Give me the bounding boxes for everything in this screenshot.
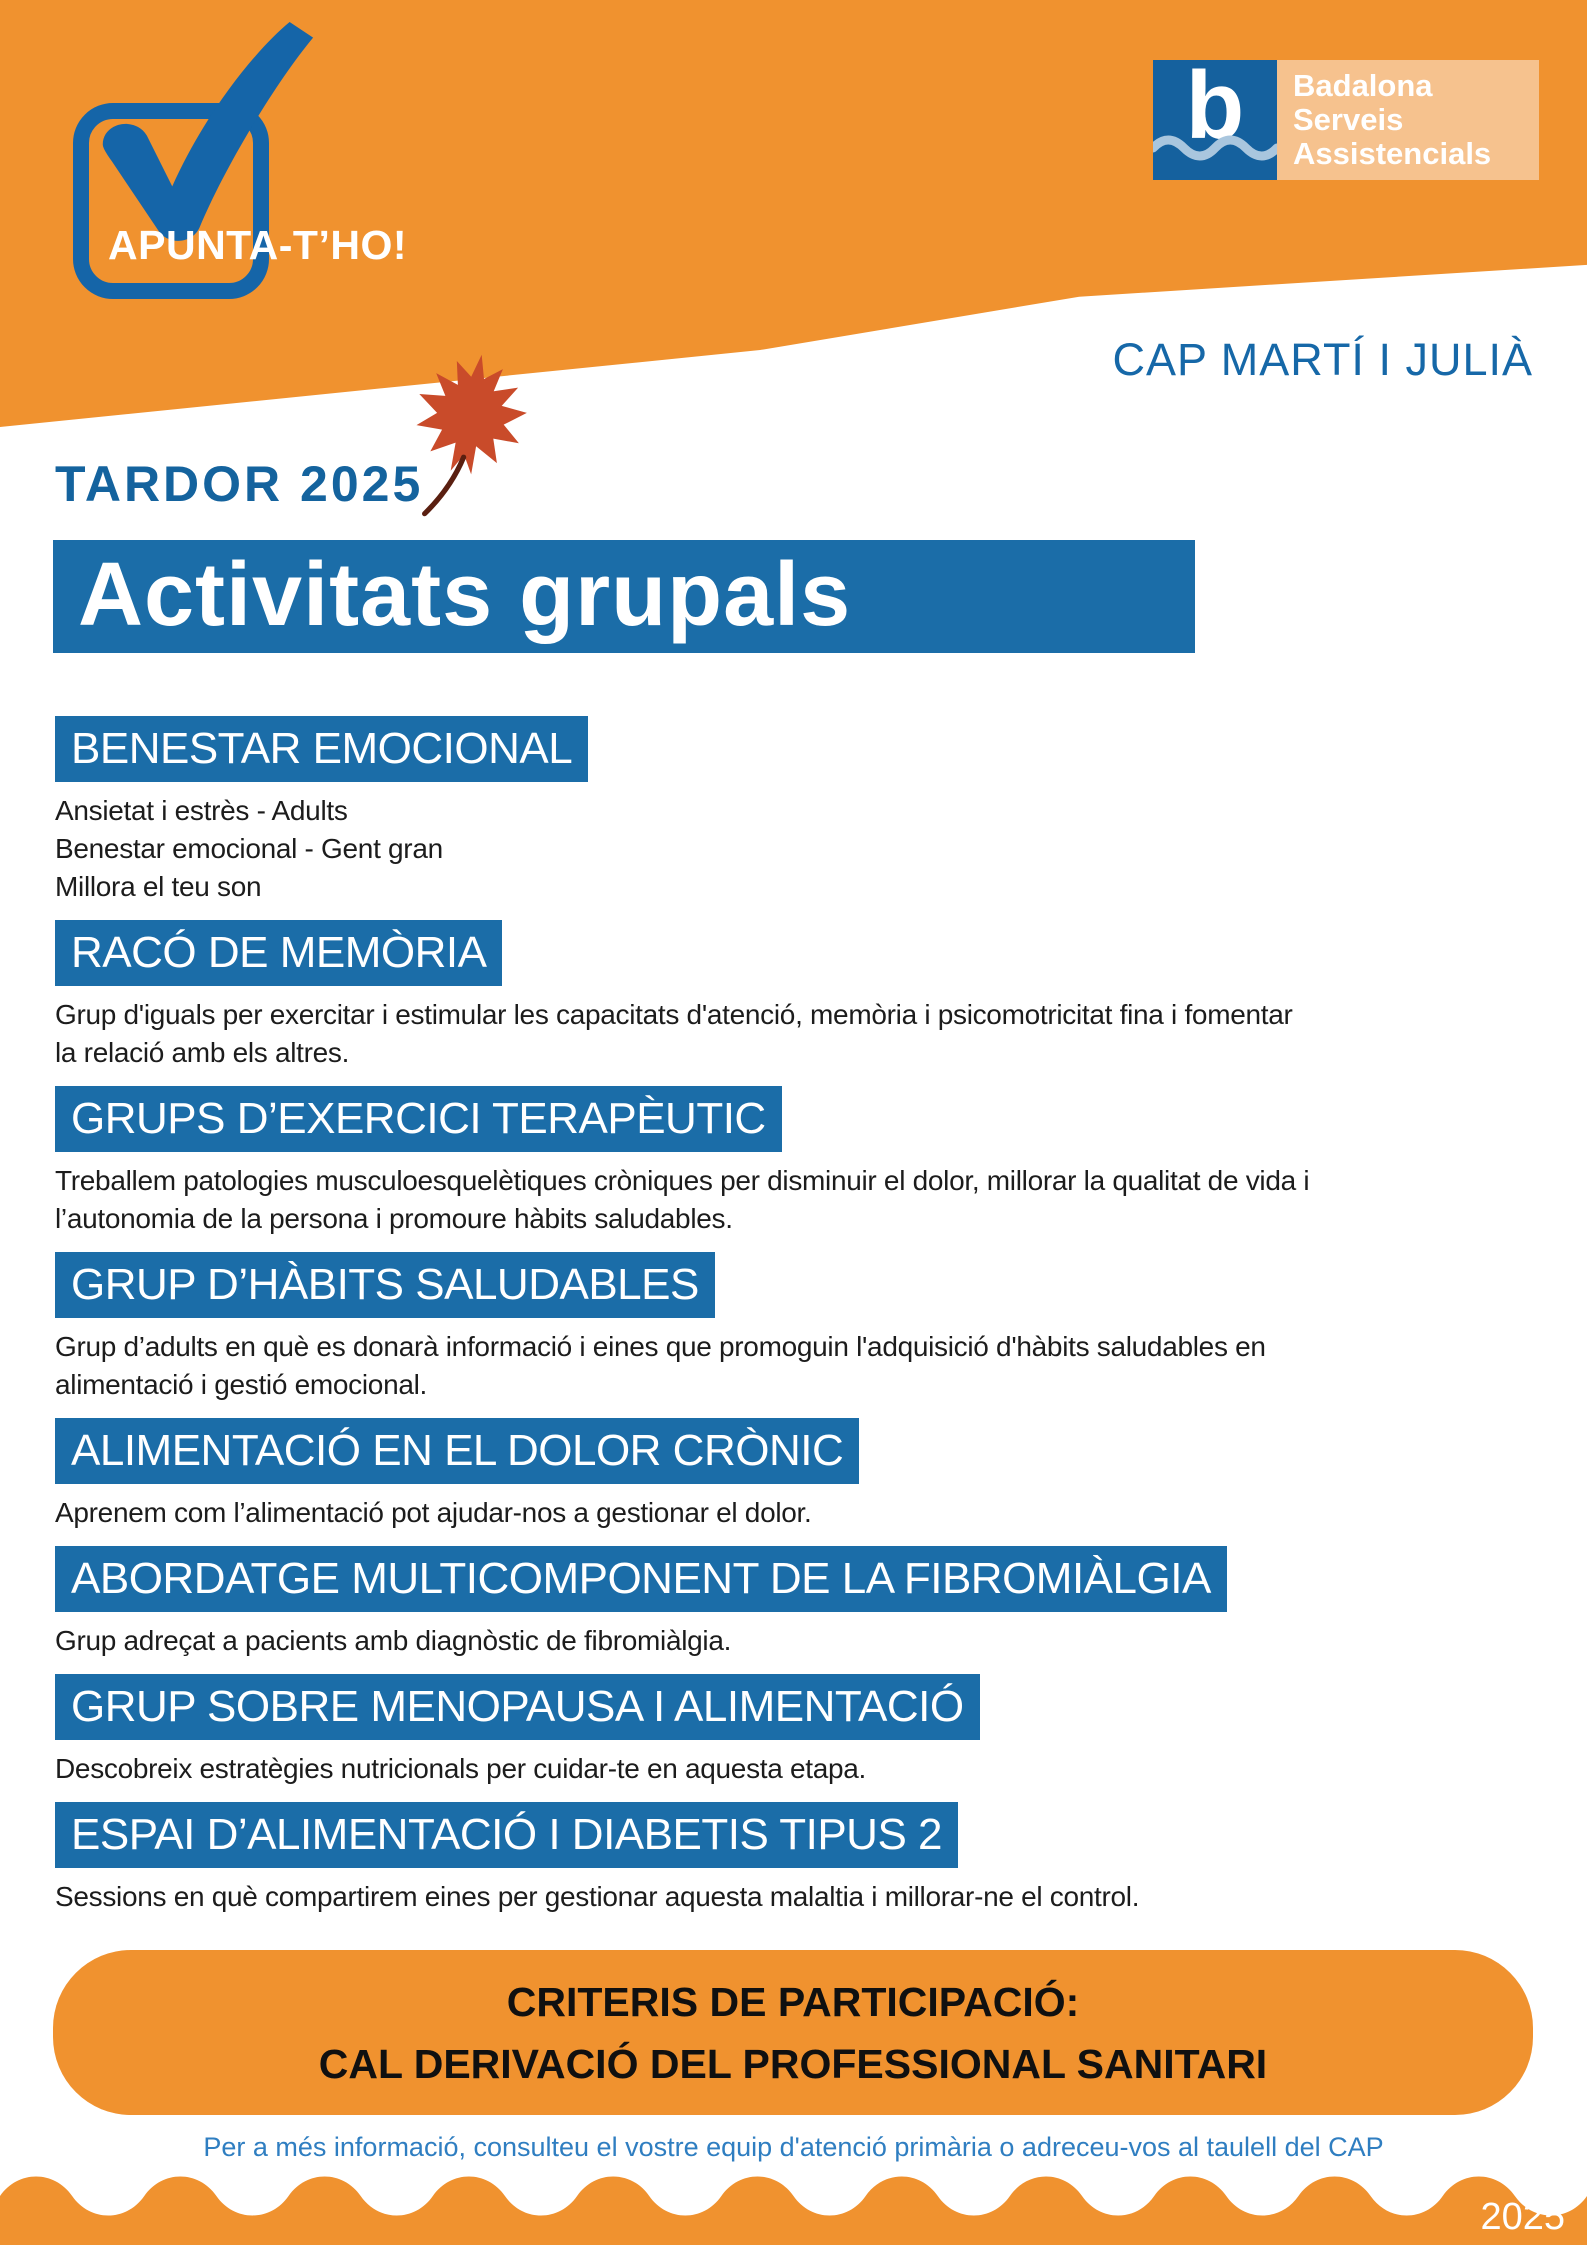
activity-sections: [55, 716, 1540, 1930]
section-description: [55, 1622, 1540, 1660]
section-body-line: Grup adreçat a pacients amb diagnòstic de fibromiàlgia.: [55, 1625, 732, 1656]
activity-section: [55, 1546, 1540, 1660]
section-body-line: Sessions en què compartirem eines per gestionar aquesta malaltia i millorar-ne el control.: [55, 1881, 1140, 1912]
section-body-line: Millora el teu son: [55, 871, 262, 902]
criteria-line1: CRITERIS DE PARTICIPACIÓ:: [506, 1978, 1080, 2025]
participation-criteria-box: [53, 1950, 1533, 2115]
bsa-logo: [1153, 52, 1539, 180]
section-title-banner: BENESTAR EMOCIONAL: [55, 716, 588, 782]
bsa-logo-text: [1277, 60, 1539, 180]
bsa-logo-line1: Badalona: [1293, 68, 1433, 103]
section-body-line: l’autonomia de la persona i promoure hàbits saludables.: [55, 1203, 733, 1234]
year-label: 2025: [1480, 2196, 1565, 2238]
section-description: [55, 1878, 1540, 1916]
section-description: [55, 1750, 1540, 1788]
activity-section: [55, 1252, 1540, 1404]
checkbox-check-icon: [88, 22, 323, 247]
section-description: [55, 1162, 1540, 1238]
activity-section: [55, 1418, 1540, 1532]
bsa-logo-square: [1153, 52, 1277, 180]
section-body-line: Grup d’adults en què es donarà informació i eines que promoguin l'adquisició d'hàbits saludables en: [55, 1331, 1266, 1362]
section-title-banner: GRUP D’HÀBITS SALUDABLES: [55, 1252, 715, 1318]
section-description: [55, 792, 1540, 906]
cap-name: CAP MARTÍ I JULIÀ: [1112, 334, 1533, 385]
section-body-line: Ansietat i estrès - Adults: [55, 795, 348, 826]
apunta-tho-label: APUNTA-T’HO!: [108, 222, 408, 268]
activity-section: [55, 716, 1540, 906]
section-title-banner: ALIMENTACIÓ EN EL DOLOR CRÒNIC: [55, 1418, 859, 1484]
activity-section: [55, 920, 1540, 1072]
section-description: [55, 996, 1540, 1072]
section-title-banner: ESPAI D’ALIMENTACIÓ I DIABETIS TIPUS 2: [55, 1802, 958, 1868]
bsa-logo-letter: b: [1185, 52, 1245, 159]
section-description: [55, 1328, 1540, 1404]
bsa-logo-line2: Serveis: [1293, 102, 1404, 137]
more-info-line: Per a més informació, consulteu el vostre equip d'atenció primària o adreceu-vos al taulell del CAP: [203, 2132, 1384, 2162]
season-label: TARDOR 2025: [55, 456, 424, 512]
section-body-line: alimentació i gestió emocional.: [55, 1369, 428, 1400]
section-description: [55, 1494, 1540, 1532]
page-title: Activitats grupals: [53, 540, 1195, 653]
section-body-line: Aprenem com l’alimentació pot ajudar-nos a gestionar el dolor.: [55, 1497, 812, 1528]
section-body-line: Treballem patologies musculoesquelètiques cròniques per disminuir el dolor, millorar la qualitat de vida i: [55, 1165, 1310, 1196]
activity-section: [55, 1674, 1540, 1788]
wave-footer-band: [0, 2170, 1587, 2245]
section-body-line: Benestar emocional - Gent gran: [55, 833, 443, 864]
activity-section: [55, 1086, 1540, 1238]
section-title-banner: RACÓ DE MEMÒRIA: [55, 920, 502, 986]
section-body-line: Grup d'iguals per exercitar i estimular les capacitats d'atenció, memòria i psicomotricitat fina i fomentar: [55, 999, 1293, 1030]
criteria-line2: CAL DERIVACIÓ DEL PROFESSIONAL SANITARI: [318, 2040, 1268, 2087]
section-body-line: la relació amb els altres.: [55, 1037, 350, 1068]
water-wave-icon: [1153, 130, 1277, 166]
section-title-banner: GRUP SOBRE MENOPAUSA I ALIMENTACIÓ: [55, 1674, 980, 1740]
section-title-banner: GRUPS D’EXERCICI TERAPÈUTIC: [55, 1086, 782, 1152]
section-body-line: Descobreix estratègies nutricionals per cuidar-te en aquesta etapa.: [55, 1753, 867, 1784]
maple-leaf-icon: [388, 342, 546, 534]
activity-section: [55, 1802, 1540, 1916]
bsa-logo-line3: Assistencials: [1293, 136, 1492, 171]
section-title-banner: ABORDATGE MULTICOMPONENT DE LA FIBROMIÀLGIA: [55, 1546, 1227, 1612]
